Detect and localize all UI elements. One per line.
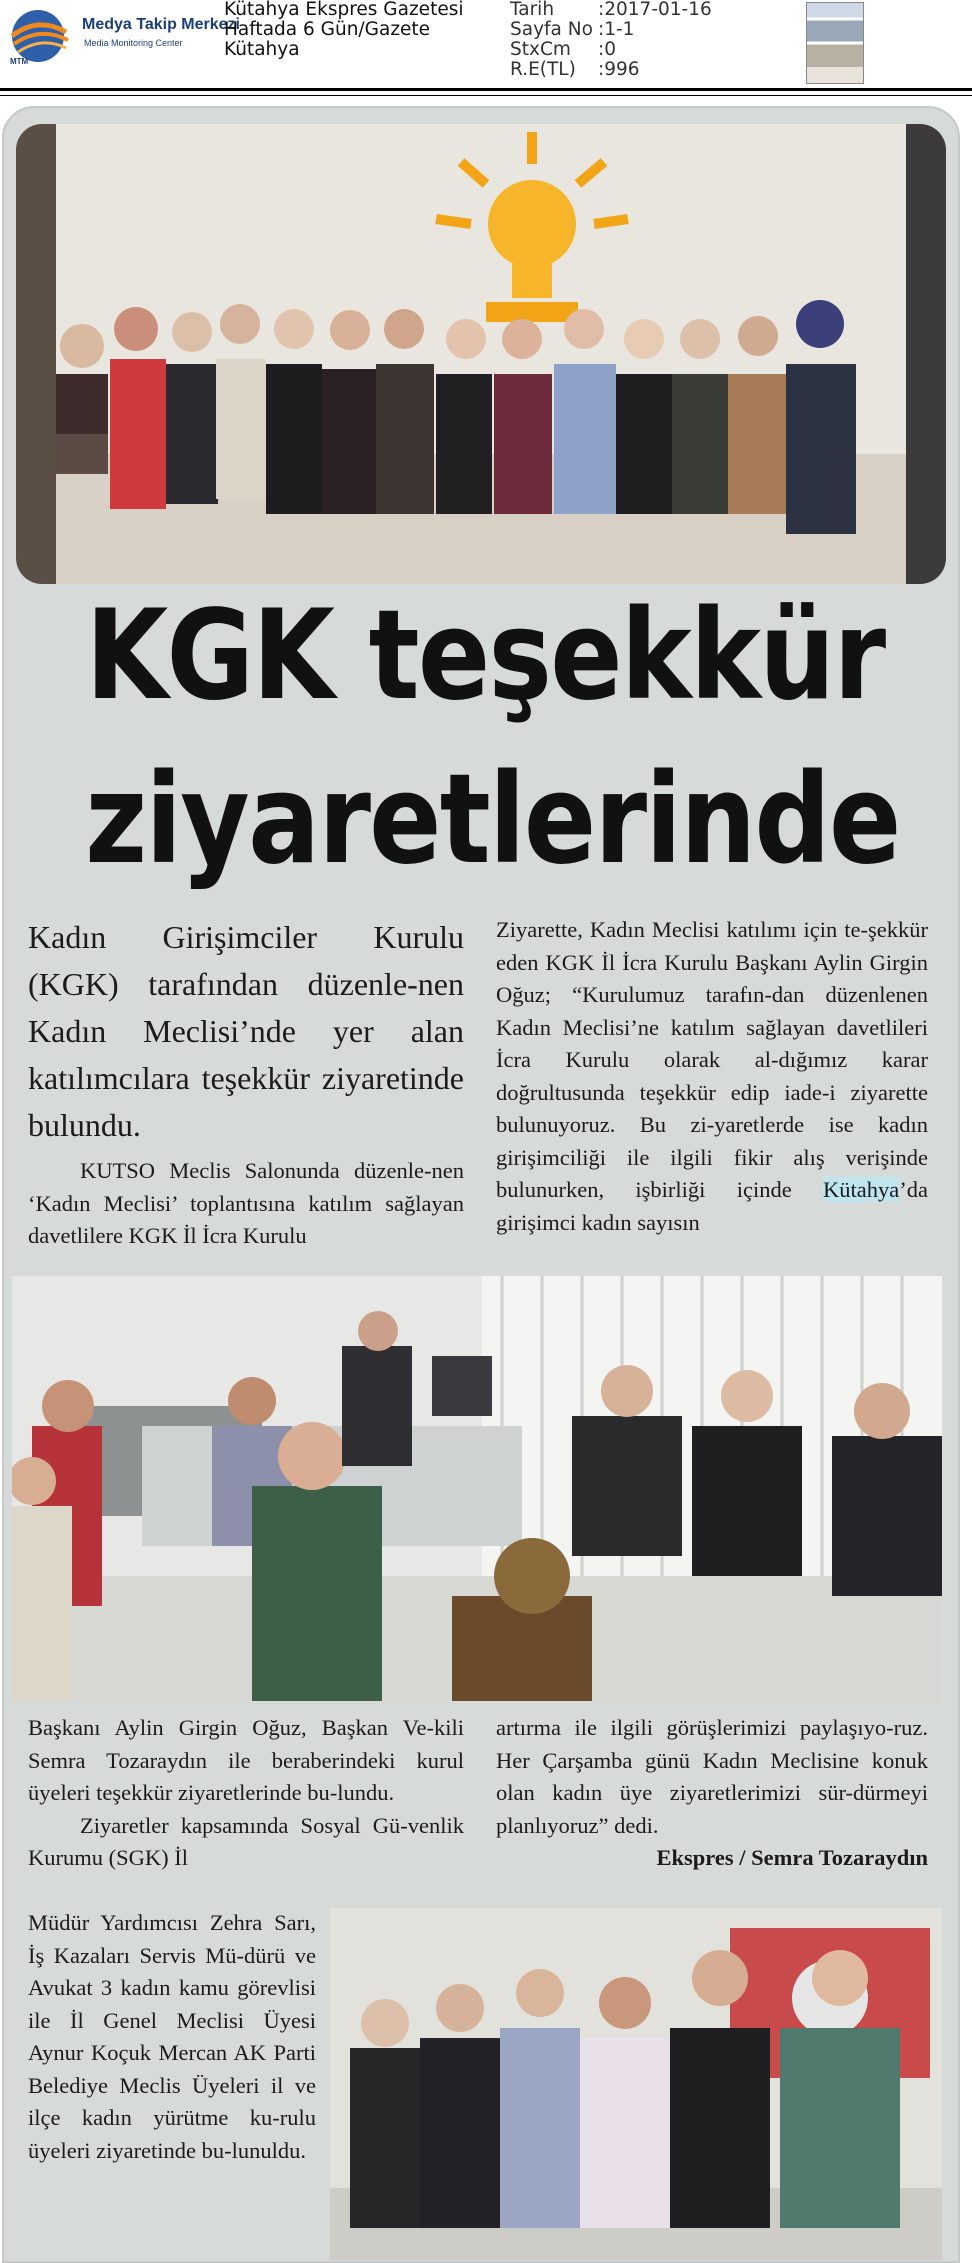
media-monitoring-logo [6, 6, 240, 68]
quote-paragraph-end: artırma ile ilgili görüşlerimizi paylaşıyo-ruz. Her Çarşamba günü Kadın Meclisine konuk olan kadın üye ziyaretlerimizi sür-dürmeyi planlıyoruz” dedi. [496, 1715, 928, 1838]
header-rule-thin [0, 95, 972, 96]
logo-name: Medya Takip Merkezi [82, 16, 240, 33]
left-column-top [28, 914, 464, 1253]
meta-label: StxCm [510, 39, 571, 60]
page-thumbnail[interactable] [806, 2, 864, 84]
meta-row-stxcm [510, 40, 712, 60]
publication-info [224, 0, 463, 60]
globe-icon [6, 6, 72, 68]
clipping-meta [510, 0, 712, 80]
author-signature: Ekspres / Semra Tozaraydın [656, 1845, 928, 1870]
left-column-bottom [28, 1712, 464, 1875]
meeting-photo [12, 1276, 942, 1701]
meta-value: :0 [598, 39, 617, 60]
publication-city: Kütahya [224, 39, 300, 60]
headline-line-2: ziyaretlerinde [85, 748, 900, 892]
svg-text:MTM: MTM [10, 57, 29, 66]
body-paragraph: Müdür Yardımcısı Zehra Sarı, İş Kazaları Servis Mü-dürü ve Avukat 3 kadın kamu görevlisi ile İl Genel Meclisi Üyesi Aynur Koçuk Mercan AK Parti Belediye Meclis Üyeleri il ve ilçe kadın yürütme ku-rulu üyeleri ziyaretinde bu-lunuldu. [28, 1910, 316, 2163]
clipping-header [0, 0, 972, 92]
publication-name: Kütahya Ekspres Gazetesi [224, 0, 464, 20]
meta-label: Sayfa No [510, 19, 593, 40]
meta-label: Tarih [510, 0, 555, 20]
meta-value: :996 [598, 59, 640, 80]
right-column-top [496, 914, 928, 1239]
meta-row-date [510, 0, 712, 20]
body-paragraph: Ziyaretler kapsamında Sosyal Gü-venlik Kurumu (SGK) İl [28, 1812, 464, 1870]
meta-value: :1-1 [598, 19, 635, 40]
right-column-bottom [496, 1712, 928, 1875]
logo-subtitle: Media Monitoring Center [84, 38, 183, 48]
body-paragraph: Başkanı Aylin Girgin Oğuz, Başkan Ve-kili Semra Tozaraydın ile beraberindeki kurul üyeleri teşekkür ziyaretlerinde bu-lundu. [28, 1715, 464, 1805]
left-column-narrow [28, 1907, 316, 2167]
visit-photo [330, 1908, 942, 2260]
publication-frequency: Haftada 6 Gün/Gazete [224, 19, 431, 40]
header-rule-thick [0, 88, 972, 91]
meta-row-page [510, 20, 712, 40]
headline-line-1: KGK teşekkür [85, 584, 885, 728]
lead-paragraph: Kadın Girişimciler Kurulu (KGK) tarafından düzenle-nen Kadın Meclisi’nde yer alan katılımcılara teşekkür ziyaretinde bulundu. [28, 919, 464, 1143]
quote-paragraph: Ziyarette, Kadın Meclisi katılımı için te-şekkür eden KGK İl İcra Kurulu Başkanı Aylin Girgin Oğuz; “Kurulumuz tarafın-dan düzenlenen Kadın Meclisi’ne katılım sağlayan davetlileri İcra Kurulu olarak al-dığımız karar doğrultusunda teşekkür edip iade-i ziyarette bulunuyoruz. Bu zi-yaretlerde ise kadın girişimciliği ile ilgili fikir alış verişinde bulunurken, işbirliği içinde Kütahya’da girişimci kadın sayısın [496, 917, 928, 1235]
meta-row-ad-value [510, 60, 712, 80]
group-photo [16, 124, 946, 584]
meta-label: R.E(TL) [510, 59, 576, 80]
city-highlight[interactable]: Kütahya [823, 1177, 900, 1202]
body-paragraph: KUTSO Meclis Salonunda düzenle-nen ‘Kadın Meclisi’ toplantısına katılım sağlayan davetlilere KGK İl İcra Kurulu [28, 1158, 464, 1248]
meta-value: :2017-01-16 [598, 0, 712, 20]
